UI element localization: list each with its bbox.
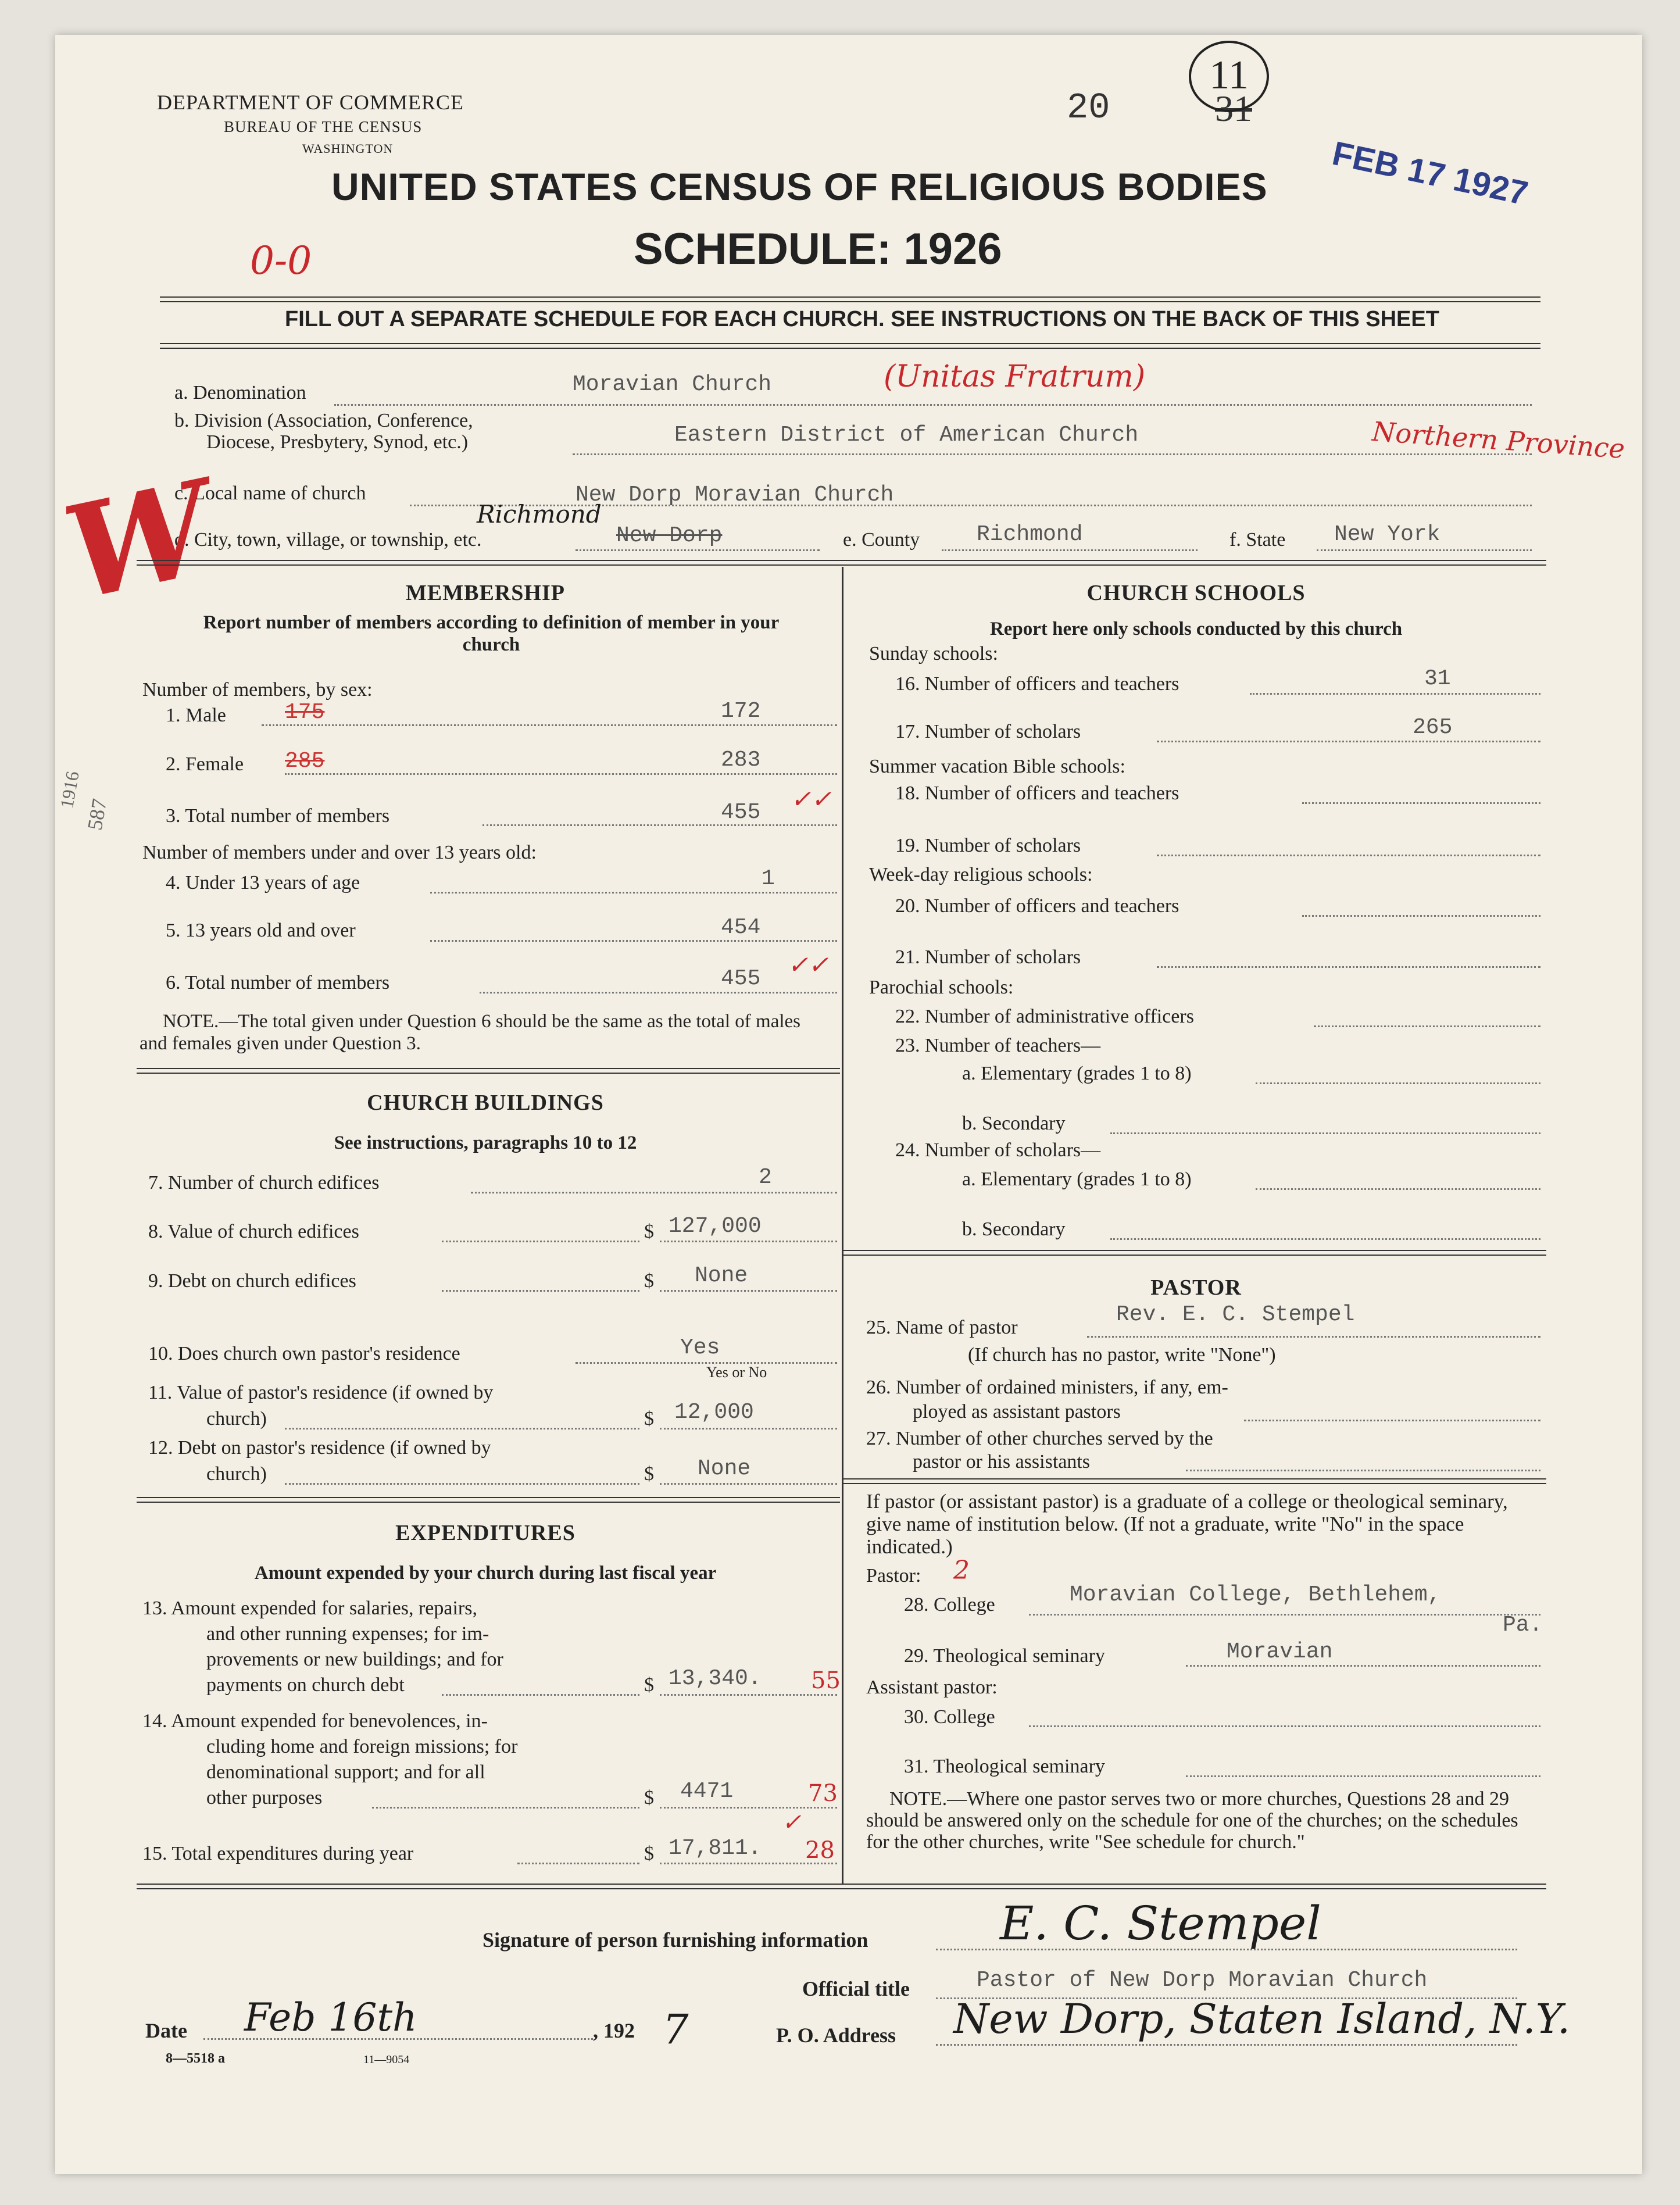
q7-line [471,1192,837,1193]
q28-value-2: Pa. [1503,1613,1543,1638]
q12-dollar: $ [644,1463,654,1485]
division-label: b. Division (Association, Conference, [174,410,473,431]
q13-amount-line [660,1694,837,1696]
q30-line [1029,1725,1540,1727]
q1-label: 1. Male [166,705,226,726]
q28-value: Moravian College, Bethlehem, [1070,1582,1441,1607]
q12-value: None [698,1456,751,1481]
q19-line [1157,855,1540,856]
q1-value: 172 [721,699,761,724]
dept-label: DEPARTMENT OF COMMERCE [157,91,464,114]
q30-label: 30. College [904,1706,995,1728]
red-mark: 0-0 [250,238,312,283]
expenditures-title: EXPENDITURES [395,1521,576,1545]
q15-dollar: $ [644,1843,654,1864]
local-name-value: New Dorp Moravian Church [576,483,894,508]
code-b: 31 [1215,88,1252,129]
q31-label: 31. Theological seminary [904,1756,1105,1777]
instruction-bar: FILL OUT A SEPARATE SCHEDULE FOR EACH CHURCH. SEE INSTRUCTIONS ON THE BACK OF THIS SHEET [285,307,1439,331]
signature-value: E. C. Stempel [1000,1896,1321,1950]
q11-dollar: $ [644,1408,654,1430]
division-label-2: Diocese, Presbytery, Synod, etc.) [206,431,469,453]
pastor-title: PASTOR [1150,1275,1242,1300]
q14-dollar: $ [644,1787,654,1809]
q26-line [1244,1420,1540,1421]
q20-label: 20. Number of officers and teachers [895,895,1179,917]
bureau-label: BUREAU OF THE CENSUS [224,118,423,135]
division-value: Eastern District of American Church [674,423,1139,448]
q14-value: 4471 [680,1779,734,1804]
date-label: Date [145,2019,187,2042]
q23a-line [1256,1082,1540,1084]
county-value: Richmond [977,522,1083,547]
q12-amount-line [660,1483,837,1485]
q10-label: 10. Does church own pastor's residence [148,1343,460,1364]
instruction-rule-bottom [160,343,1540,349]
section-rule [137,560,1546,566]
city-value: New Dorp [616,523,723,548]
q14-amount-line [660,1807,837,1809]
q13-line1: 13. Amount expended for salaries, repairs, [142,1598,477,1619]
q25-hint: (If church has no pastor, write "None") [968,1344,1276,1366]
buildings-title: CHURCH BUILDINGS [367,1091,604,1115]
q7-value: 2 [759,1165,772,1190]
city-line [576,549,820,551]
expenditures-subtitle: Amount expended by your church during last fiscal year [254,1563,717,1584]
pastor-rule [843,1478,1546,1484]
q27-line1: 27. Number of other churches served by the [866,1428,1213,1449]
q26-line1: 26. Number of ordained ministers, if any, em- [866,1377,1228,1398]
q2-label: 2. Female [166,753,244,775]
q6-label: 6. Total number of members [166,972,390,993]
graduate-note: If pastor (or assistant pastor) is a graduate of a college or theological seminary, give name of institution below. (If not a graduate, write "No" in the space indicated.) [866,1490,1508,1558]
q4-label: 4. Under 13 years of age [166,872,360,894]
q22-label: 22. Number of administrative officers [895,1006,1194,1027]
margin-pencil-b: 587 [83,796,112,832]
q8-value: 127,000 [669,1214,762,1239]
census-title: UNITED STATES CENSUS OF RELIGIOUS BODIES [331,165,1268,208]
schools-subtitle: Report here only schools conducted by this church [989,619,1403,639]
county-label: e. County [843,529,920,551]
q25-line [1087,1336,1540,1338]
year-prefix: , 192 [593,2019,635,2042]
parochial-heading: Parochial schools: [869,977,1014,998]
q23-label: 23. Number of teachers— [895,1035,1101,1056]
buildings-rule [137,1497,840,1503]
schools-title: CHURCH SCHOOLS [1086,581,1306,605]
column-divider [842,567,843,1884]
q17-label: 17. Number of scholars [895,721,1081,742]
q11-amount-line [660,1428,837,1430]
q19-label: 19. Number of scholars [895,835,1081,856]
pastor-red: 2 [953,1556,970,1585]
q9-label: 9. Debt on church edifices [148,1270,356,1292]
denomination-line [334,404,1532,406]
q3-line [482,824,837,826]
q6-check: ✓✓ [788,950,829,979]
q23a-label: a. Elementary (grades 1 to 8) [962,1063,1192,1084]
year-suffix: 7 [663,2006,689,2053]
q29-value: Moravian [1227,1639,1333,1664]
q4-line [430,892,837,894]
q24a-line [1256,1188,1540,1190]
q2-line [285,773,837,775]
pastor-note: NOTE.—Where one pastor serves two or more churches, Questions 28 and 29 should be answered only on the schedule for one of the churches; on the schedules for the other churches, write "See schedule for church." [866,1788,1518,1853]
q8-line [442,1241,639,1242]
q14-line2: cluding home and foreign missions; for [206,1736,518,1757]
q31-line [1186,1775,1540,1777]
denomination-label: a. Denomination [174,382,306,403]
summer-heading: Summer vacation Bible schools: [869,756,1125,777]
assistant-label: Assistant pastor: [866,1677,998,1698]
denomination-value: Moravian Church [573,372,772,397]
q11-line [285,1428,639,1430]
q14-line [372,1807,639,1809]
division-red: Northern Province [1371,415,1626,465]
q14-cents: 73 [808,1780,838,1807]
q9-value: None [695,1263,748,1288]
q29-line [1186,1665,1540,1667]
membership-subtitle: Report number of members according to definition of member in your church [203,612,780,655]
buildings-subtitle: See instructions, paragraphs 10 to 12 [334,1132,637,1153]
q16-line [1250,693,1540,695]
q21-label: 21. Number of scholars [895,946,1081,968]
margin-red-mark: W [52,452,225,629]
print-number: 11—9054 [363,2053,410,2066]
official-title-value: Pastor of New Dorp Moravian Church [977,1968,1428,1993]
weekday-heading: Week-day religious schools: [869,864,1093,885]
q13-cents: 55 [811,1667,841,1694]
local-name-label: c. Local name of church [174,483,366,504]
q14-line1: 14. Amount expended for benevolences, in- [142,1710,488,1732]
city-label: d. City, town, village, or township, etc. [174,529,482,551]
q25-value: Rev. E. C. Stempel [1116,1302,1355,1327]
q13-line4: payments on church debt [206,1674,405,1696]
q3-label: 3. Total number of members [166,805,390,827]
q23b-line [1110,1132,1540,1134]
q4-value: 1 [762,866,775,891]
q15-line [517,1863,639,1864]
q6-line [480,992,837,993]
q5-line [430,940,837,942]
q13-line3: provements or new buildings; and for [206,1649,503,1670]
q13-value: 13,340. [669,1666,762,1691]
po-address-value: New Dorp, Staten Island, N.Y. [953,1995,1571,2043]
q28-line [1029,1614,1540,1616]
instruction-rule-top [160,296,1540,302]
signature-label: Signature of person furnishing information [482,1928,868,1952]
membership-title: MEMBERSHIP [406,581,565,605]
city-label: WASHINGTON [302,141,394,156]
official-title-label: Official title [802,1977,910,2000]
q10-value: Yes [680,1335,720,1360]
q8-amount-line [660,1241,837,1242]
q11-label-2: church) [206,1408,267,1430]
received-stamp: FEB 17 1927 [1329,134,1532,213]
q5-value: 454 [721,915,761,940]
state-value: New York [1334,522,1440,547]
q18-label: 18. Number of officers and teachers [895,782,1179,804]
q14-line3: denominational support; and for all [206,1761,485,1783]
q23b-label: b. Secondary [962,1113,1066,1134]
pastor-label: Pastor: [866,1565,921,1586]
q9-line [442,1290,639,1292]
membership-rule [137,1068,840,1074]
q3-check: ✓✓ [791,785,832,813]
q27-line2: pastor or his assistants [913,1451,1091,1473]
county-line [942,549,1198,551]
members-by-sex: Number of members, by sex: [142,679,373,701]
q12-label: 12. Debt on pastor's residence (if owned by [148,1437,491,1459]
q8-label: 8. Value of church edifices [148,1221,359,1242]
q17-value: 265 [1413,715,1453,740]
division-line [573,453,1532,455]
q15-check: ✓ [782,1809,802,1836]
margin-pencil-a: 1916 [56,769,83,810]
q28-label: 28. College [904,1594,995,1616]
q12-label-2: church) [206,1463,267,1485]
q18-line [1302,802,1540,804]
q13-line [442,1694,639,1696]
q1-line [262,724,837,726]
q6-value: 455 [721,966,761,991]
q24a-label: a. Elementary (grades 1 to 8) [962,1168,1192,1190]
po-address-line [936,2044,1517,2046]
q21-line [1157,966,1540,968]
denomination-red: (Unitas Fratrum) [884,359,1146,394]
q25-label: 25. Name of pastor [866,1317,1018,1338]
q24b-line [1110,1238,1540,1240]
q8-dollar: $ [644,1221,654,1242]
q9-amount-line [660,1290,837,1292]
q27-line [1186,1470,1540,1471]
state-line [1317,549,1532,551]
q11-label: 11. Value of pastor's residence (if owned by [148,1382,494,1403]
q15-value: 17,811. [669,1836,762,1861]
footer-rule [137,1884,1546,1889]
q10-hint: Yes or No [706,1364,767,1381]
sunday-heading: Sunday schools: [869,643,998,664]
state-label: f. State [1229,529,1286,551]
q13-dollar: $ [644,1674,654,1696]
q15-cents: 28 [805,1837,835,1864]
q7-label: 7. Number of church edifices [148,1172,380,1193]
q22-line [1314,1025,1540,1027]
q2-value: 283 [721,748,761,773]
q2-struck: 285 [285,749,325,774]
q20-line [1302,915,1540,917]
date-value: Feb 16th [244,1995,417,2040]
schools-rule [843,1250,1546,1256]
form-number: 8—5518 a [166,2051,225,2066]
q3-value: 455 [721,800,761,825]
membership-note: NOTE.—The total given under Question 6 should be the same as the total of males and females given under Question 3. [140,1011,800,1054]
q5-label: 5. 13 years old and over [166,920,356,941]
circle-number: 11 [1189,41,1269,112]
q13-line2: and other running expenses; for im- [206,1623,489,1645]
q12-line [285,1483,639,1485]
city-handwritten: Richmond [477,500,602,528]
q29-label: 29. Theological seminary [904,1645,1105,1667]
q24b-label: b. Secondary [962,1218,1066,1240]
schedule-title: SCHEDULE: 1926 [634,224,1002,274]
q24-label: 24. Number of scholars— [895,1139,1101,1161]
code-a: 20 [1067,87,1110,128]
q9-dollar: $ [644,1270,654,1292]
q16-value: 31 [1424,666,1451,691]
q26-line2: ployed as assistant pastors [913,1401,1121,1423]
q1-struck: 175 [285,700,325,725]
po-address-label: P. O. Address [776,2024,896,2047]
q17-line [1157,741,1540,742]
q16-label: 16. Number of officers and teachers [895,673,1179,695]
q11-value: 12,000 [674,1400,754,1425]
q15-label: 15. Total expenditures during year [142,1843,414,1864]
age-heading: Number of members under and over 13 years old: [142,842,537,863]
q14-line4: other purposes [206,1787,323,1809]
